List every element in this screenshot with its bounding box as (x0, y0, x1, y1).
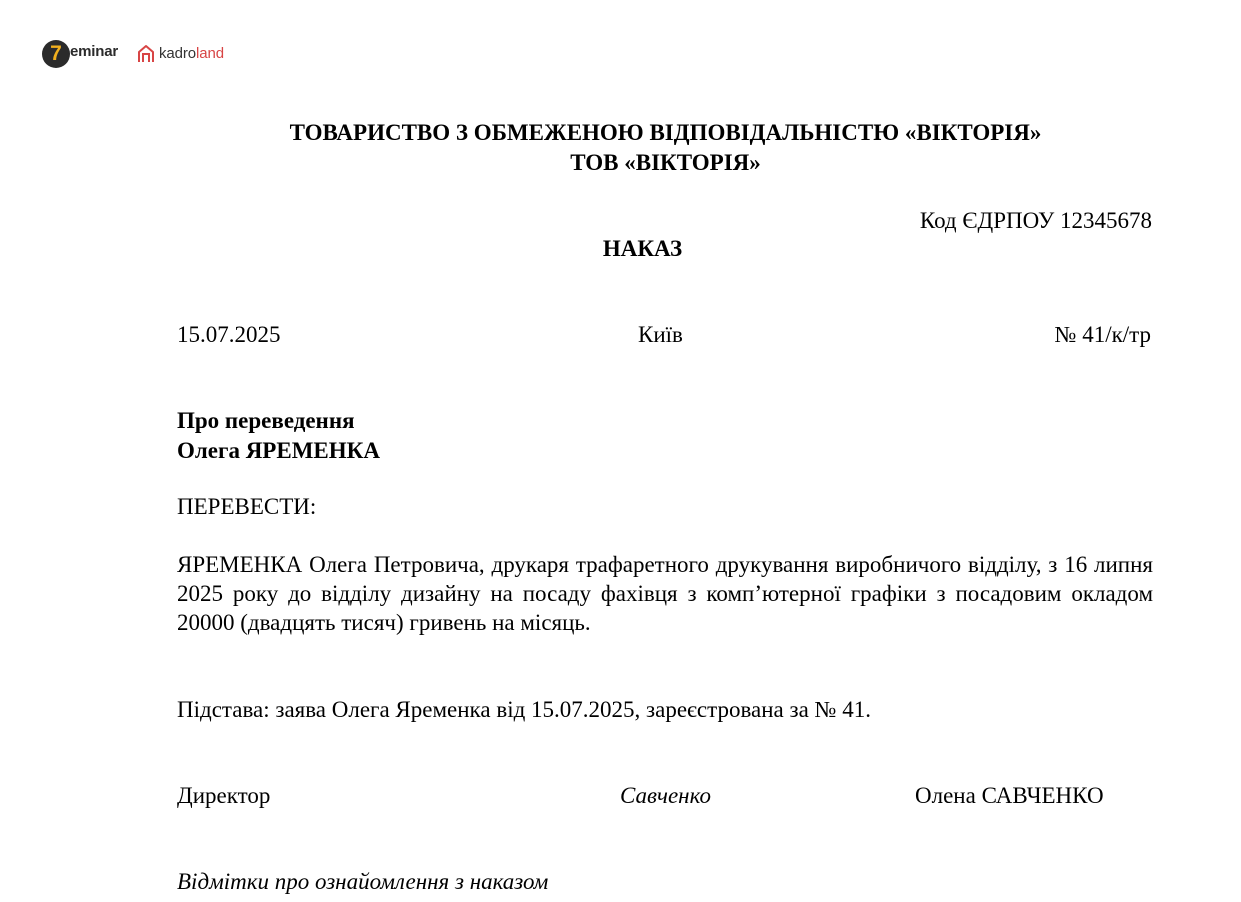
seminar-logo-icon: 7 (42, 40, 70, 68)
order-body-text: ЯРЕМЕНКА Олега Петровича, друкаря трафаретного друкування виробничого відділу, з 16 липня 2025 року до відділу дизайну на посаду фахівця з комп’ютерної графіки з посадовим окладом 20000 (двадцять тисяч) гривень на місяць. (177, 552, 1153, 635)
signatory-position: Директор (177, 783, 271, 808)
order-verb: ПЕРЕВЕСТИ: (177, 494, 317, 519)
signatory-name: Олена САВЧЕНКО (915, 783, 1104, 808)
document-type-title: НАКАЗ (602, 236, 683, 261)
order-basis: Підстава: заява Олега Яременка від 15.07.2025, зареєстрована за № 41. (177, 697, 871, 722)
kadroland-logo-text (159, 45, 224, 62)
order-number: № 41/к/тр (1054, 322, 1151, 347)
organization-short-name: ТОВ «ВІКТОРІЯ» (570, 150, 761, 175)
seminar-logo-text: eminar (70, 43, 118, 60)
signatory-signature: Савченко (620, 783, 711, 808)
kadroland-logo-part1: kadro (159, 45, 197, 62)
order-subject-line-2: Олега ЯРЕМЕНКА (177, 438, 380, 463)
organization-full-name: ТОВАРИСТВО З ОБМЕЖЕНОЮ ВІДПОВІДАЛЬНІСТЮ «ВІКТОРІЯ» (289, 120, 1042, 145)
kadroland-logo-part2: land (196, 45, 224, 62)
edrpou-code: Код ЄДРПОУ 12345678 (919, 208, 1152, 233)
kadroland-logo-icon (136, 44, 156, 64)
order-city: Київ (638, 322, 683, 347)
acknowledgement-label: Відмітки про ознайомлення з наказом (177, 869, 549, 894)
order-subject-line-1: Про переведення (177, 408, 355, 433)
order-date: 15.07.2025 (177, 322, 281, 347)
